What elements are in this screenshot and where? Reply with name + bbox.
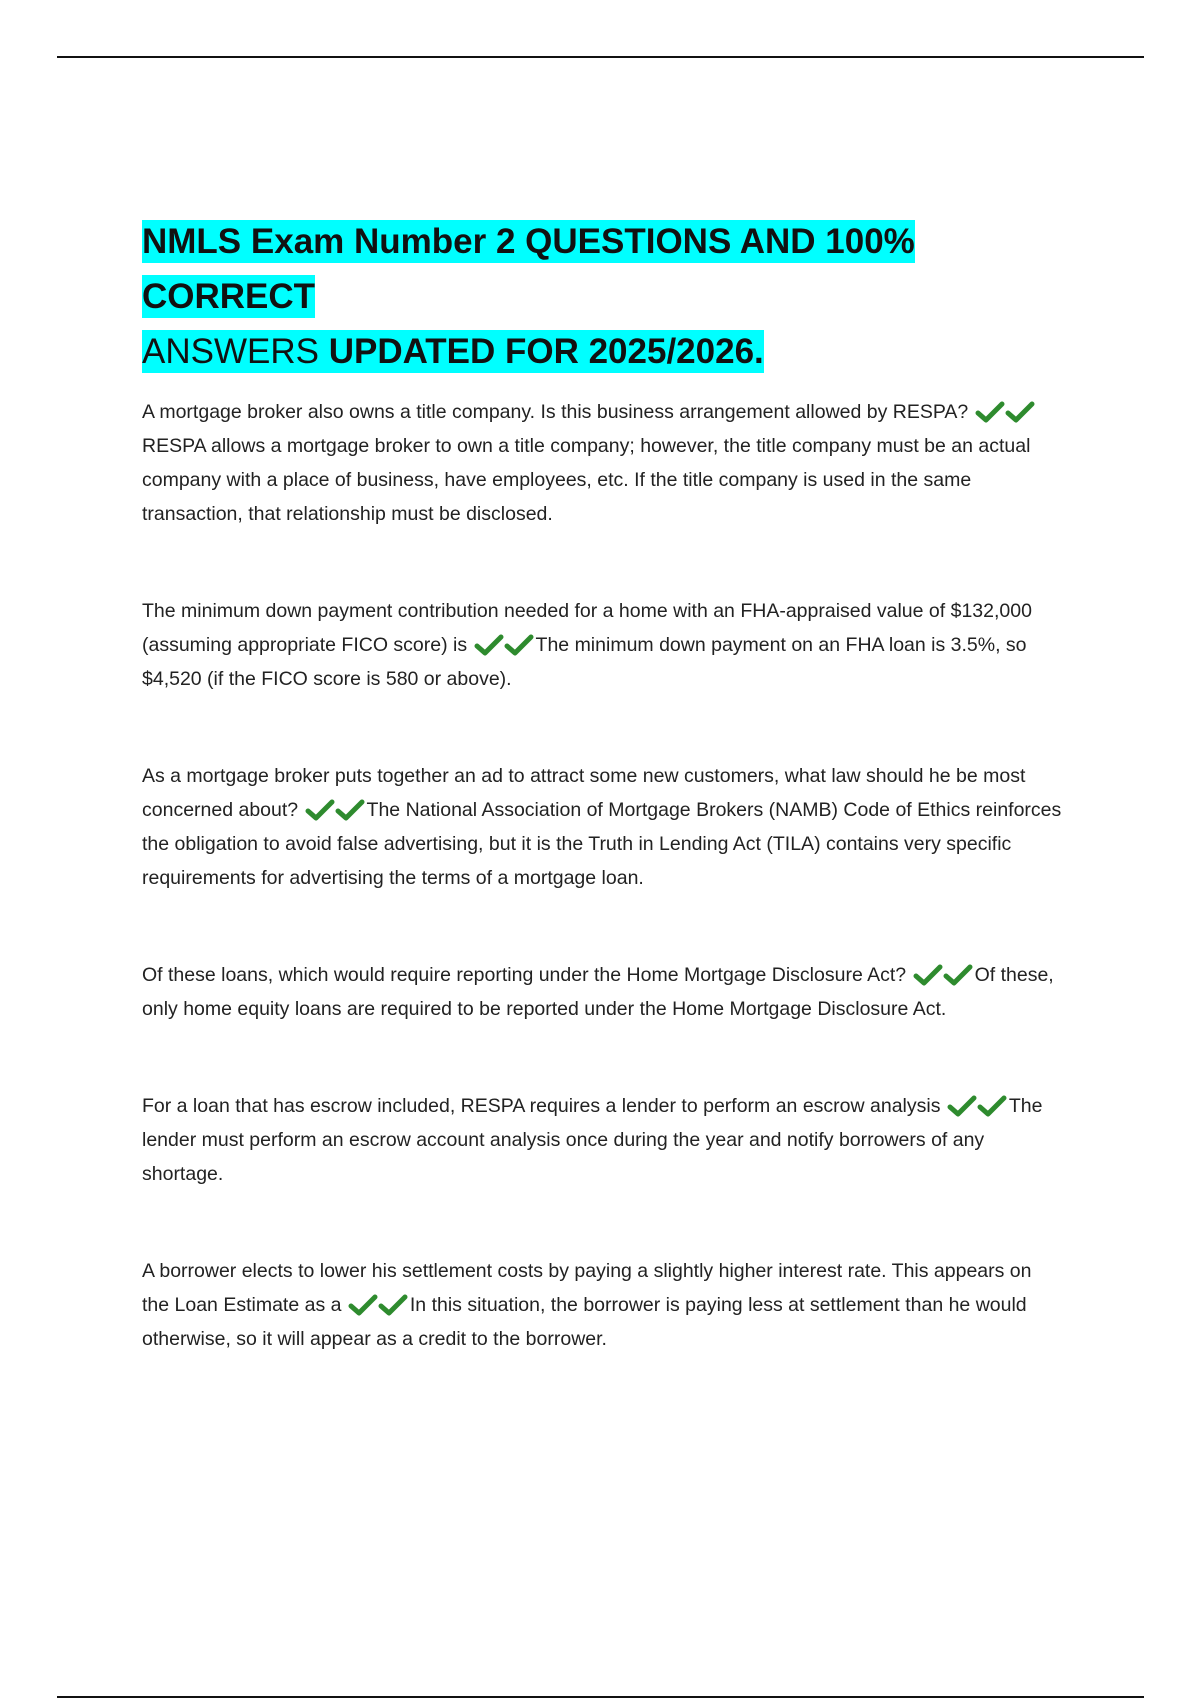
checkmark-icon — [943, 964, 973, 986]
checkmark-icon — [348, 1294, 378, 1316]
qa-item — [142, 594, 1062, 696]
title-part-3: UPDATED FOR 2025/2026. — [318, 332, 764, 371]
checkmark-icon — [975, 401, 1005, 423]
double-checkmark-icon — [305, 799, 365, 821]
checkmark-icon — [947, 1095, 977, 1117]
document-title — [142, 214, 1062, 379]
footer-rule — [57, 1696, 1144, 1698]
answer-text: RESPA allows a mortgage broker to own a title company; however, the title company must be an actual company with a place of business, have employees, etc. If the title company is used in the same transaction, that relationship must be disclosed. — [142, 435, 1031, 525]
title-part-1: NMLS Exam Number 2 QUESTIONS AND 100% CORRECT — [142, 222, 915, 316]
double-checkmark-icon — [975, 401, 1035, 423]
checkmark-icon — [335, 799, 365, 821]
qa-list — [142, 395, 1062, 1356]
double-checkmark-icon — [913, 964, 973, 986]
double-checkmark-icon — [947, 1095, 1007, 1117]
header-rule — [57, 56, 1144, 58]
question-text: A mortgage broker also owns a title company. Is this business arrangement allowed by RESPA? — [142, 401, 969, 423]
qa-item — [142, 759, 1062, 895]
double-checkmark-icon — [348, 1294, 408, 1316]
checkmark-icon — [977, 1095, 1007, 1117]
checkmark-icon — [305, 799, 335, 821]
qa-item — [142, 1089, 1062, 1191]
answer-text: Of these, only home equity loans are required to be reported under the Home Mortgage Disclosure Act. — [142, 964, 1054, 1020]
document-body — [142, 214, 1062, 1419]
question-text: Of these loans, which would require reporting under the Home Mortgage Disclosure Act? — [142, 964, 907, 986]
checkmark-icon — [378, 1294, 408, 1316]
checkmark-icon — [474, 634, 504, 656]
double-checkmark-icon — [474, 634, 534, 656]
question-text: As a mortgage broker puts together an ad to attract some new customers, what law should he be most concerned about? — [142, 765, 1026, 821]
checkmark-icon — [1005, 401, 1035, 423]
qa-item — [142, 395, 1062, 531]
answer-text: In this situation, the borrower is paying less at settlement than he would otherwise, so it will appear as a credit to the borrower. — [142, 1294, 1027, 1350]
qa-item — [142, 1254, 1062, 1356]
checkmark-icon — [504, 634, 534, 656]
qa-item — [142, 958, 1062, 1026]
answer-text: The minimum down payment on an FHA loan is 3.5%, so $4,520 (if the FICO score is 580 or above). — [142, 634, 1027, 690]
title-part-2: ANSWERS — [142, 332, 319, 371]
question-text: A borrower elects to lower his settlement costs by paying a slightly higher interest rate. This appears on the Loan Estimate as a — [142, 1260, 1032, 1316]
question-text: The minimum down payment contribution needed for a home with an FHA-appraised value of $132,000 (assuming appropriate FICO score) is — [142, 600, 1032, 656]
answer-text: The National Association of Mortgage Brokers (NAMB) Code of Ethics reinforces the obligation to avoid false advertising, but it is the Truth in Lending Act (TILA) contains very specific requirements for advertising the terms of a mortgage loan. — [142, 799, 1062, 889]
answer-text: The lender must perform an escrow account analysis once during the year and notify borrowers of any shortage. — [142, 1095, 1043, 1185]
checkmark-icon — [913, 964, 943, 986]
question-text: For a loan that has escrow included, RESPA requires a lender to perform an escrow analysis — [142, 1095, 941, 1117]
